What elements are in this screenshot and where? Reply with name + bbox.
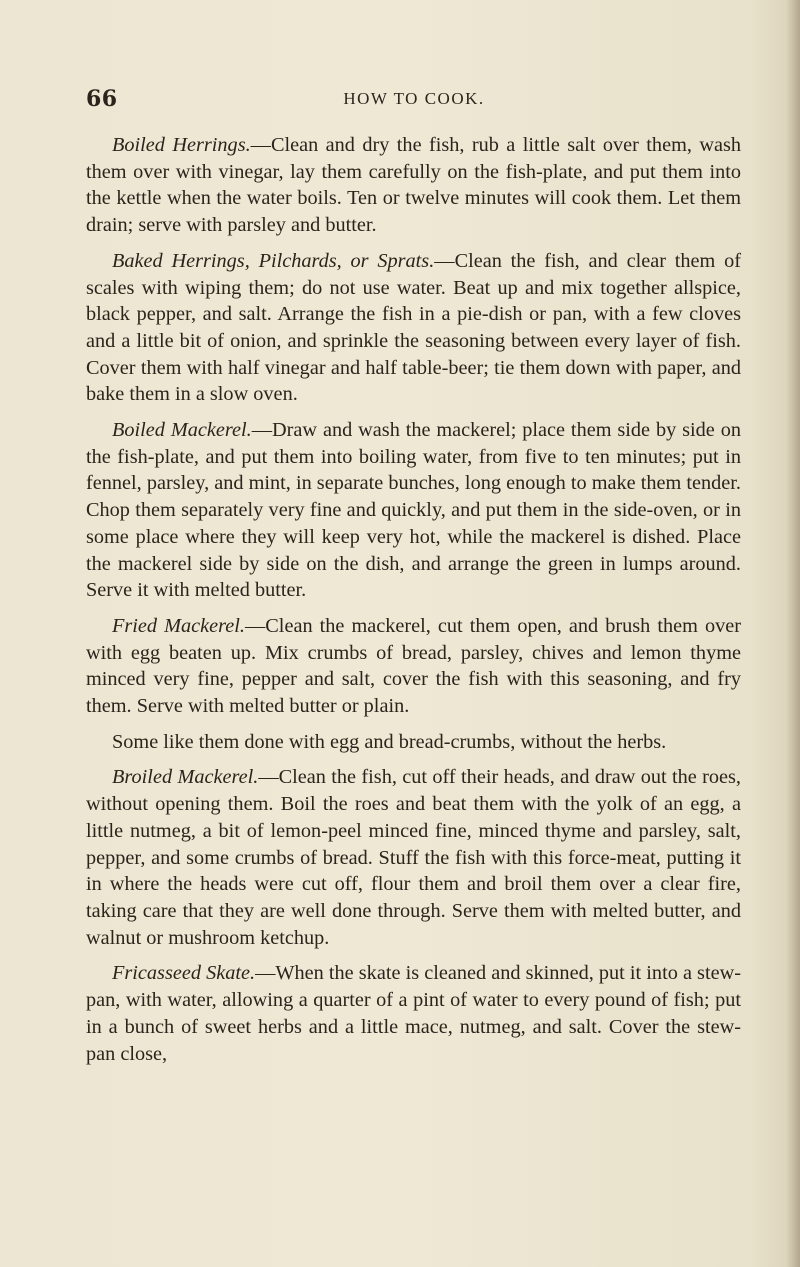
recipe-title: Boiled Mackerel. bbox=[112, 419, 252, 442]
recipe-body: Some like them done with egg and bread-crumbs, without the herbs. bbox=[112, 730, 667, 753]
paragraph-baked-herrings bbox=[86, 248, 741, 408]
paragraph-fried-mackerel bbox=[86, 613, 741, 720]
recipe-body: —Clean the fish, and clear them of scales with wiping them; do not use water. Beat up and mix together allspice, black pepper, and salt. Arrange the fish in a pie-dish or pan, with a few cloves and a little bit of onion, and sprinkle the seasoning between every layer of fish. Cover them with half vinegar and half table-beer; tie them down with paper, and bake them in a slow oven. bbox=[86, 249, 741, 406]
running-head: HOW TO COOK. bbox=[343, 89, 485, 108]
recipe-title: Fried Mackerel. bbox=[112, 614, 245, 637]
recipe-body: —When the skate is cleaned and skinned, put it into a stew-pan, with water, allowing a quarter of a pint of water to every pound of fish; put in a bunch of sweet herbs and a little mace, nutmeg, and salt. Cover the stew-pan close, bbox=[86, 962, 741, 1065]
paragraph-broiled-mackerel bbox=[86, 764, 741, 951]
paragraph-fricasseed-skate bbox=[86, 960, 741, 1067]
recipe-body: —Draw and wash the mackerel; place them side by side on the fish-plate, and put them into boiling water, from five to ten minutes; put in fennel, parsley, and mint, in separate bunches, long enough to make them tender. Chop them separately very fine and quickly, and put them in the side-oven, or in some place where they will keep very hot, while the mackerel is dished. Place the mackerel side by side on the dish, and arrange the green in lumps around. Serve it with melted butter. bbox=[86, 419, 741, 602]
page-header bbox=[86, 86, 742, 116]
recipe-title: Fricasseed Skate. bbox=[112, 962, 256, 985]
recipe-text bbox=[86, 132, 741, 1076]
recipe-title: Broiled Mackerel. bbox=[112, 766, 259, 789]
recipe-body: —Clean the fish, cut off their heads, and draw out the roes, without opening them. Boil the roes and beat them with the yolk of an egg, a little nutmeg, a bit of lemon-peel minced fine, minced thyme and parsley, salt, pepper, and some crumbs of bread. Stuff the fish with this force-meat, putting it in where the heads were cut off, flour them and broil them over a clear fire, taking care that they are well done through. Serve them with melted butter, and walnut or mushroom ketchup. bbox=[86, 766, 741, 949]
recipe-title: Baked Herrings, Pilchards, or Sprats. bbox=[112, 249, 435, 272]
recipe-title: Boiled Herrings. bbox=[112, 134, 251, 156]
page-edge-shadow bbox=[786, 0, 800, 1267]
paragraph-boiled-herrings bbox=[86, 132, 741, 239]
page-number: 66 bbox=[86, 86, 118, 112]
paragraph-fried-mackerel-note bbox=[86, 729, 741, 756]
recipe-body: —Clean and dry the fish, rub a little salt over them, wash them over with vinegar, lay them carefully on the fish-plate, and put them into the kettle when the water boils. Ten or twelve minutes will cook them. Let them drain; serve with parsley and butter. bbox=[86, 134, 742, 237]
paragraph-boiled-mackerel bbox=[86, 417, 741, 604]
recipe-body: —Clean the mackerel, cut them open, and brush them over with egg beaten up. Mix crumbs of bread, parsley, chives and lemon thyme minced very fine, pepper and salt, cover the fish with this seasoning, and fry them. Serve with melted butter or plain. bbox=[86, 614, 741, 718]
